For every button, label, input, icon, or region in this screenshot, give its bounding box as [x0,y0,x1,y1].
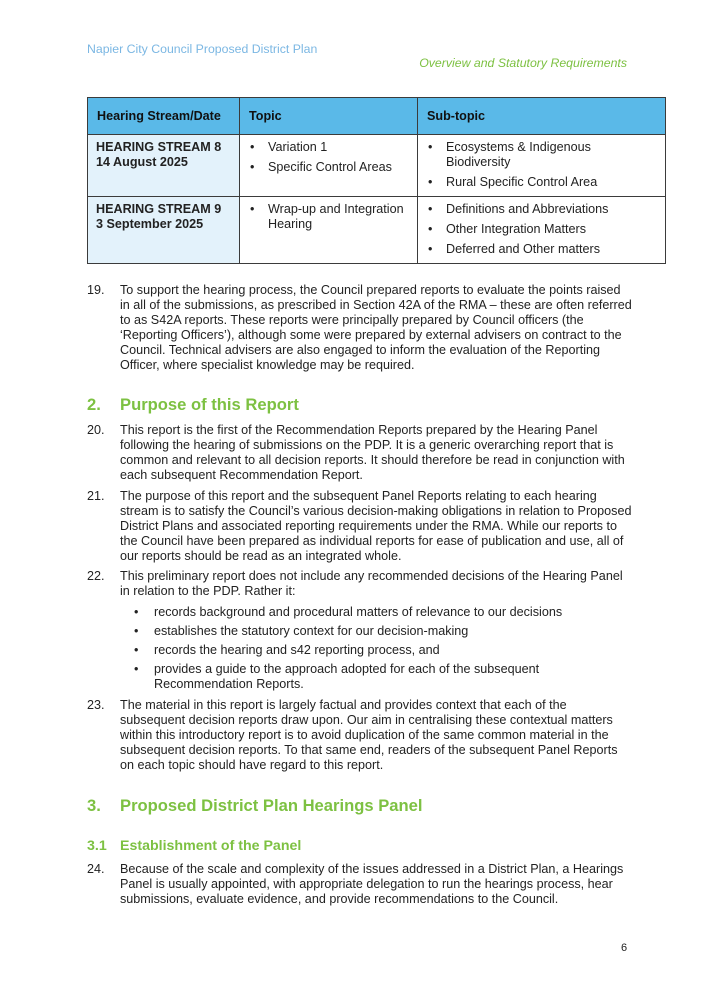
paragraph-number: 21. [87,489,105,503]
header-document-title: Napier City Council Proposed District Plan [87,42,318,56]
paragraph-22 [87,569,632,599]
stream-name: HEARING STREAM 9 [96,202,222,216]
paragraph-19 [87,283,632,373]
list-item: • establishes the statutory context for our decision-making [134,624,634,639]
paragraph-23 [87,698,632,773]
table-header-row [88,98,666,135]
paragraph-text: This report is the first of the Recommendation Reports prepared by the Hearing Panel following the hearing of submissions on the PDP. It is a generic overarching report that is common and relevant to all decision reports. It should therefore be read in conjunction with each subsequent Recommendation Report. [120,423,625,482]
header-section-title: Overview and Statutory Requirements [419,56,627,70]
column-header-stream: Hearing Stream/Date [88,98,240,135]
paragraph-text: Because of the scale and complexity of the issues addressed in a District Plan, a Hearings Panel is usually appointed, with appropriate delegation to run the hearings process, hear submissions, evaluate evidence, and provide recommendations to the Council. [120,862,624,906]
topic-item: • Specific Control Areas [248,160,409,175]
paragraph-number: 20. [87,423,105,437]
list-item: • records the hearing and s42 reporting process, and [134,643,634,658]
column-header-topic: Topic [240,98,418,135]
paragraph-text: The purpose of this report and the subsequent Panel Reports relating to each hearing stream is to satisfy the Council’s various decision-making obligations in relation to Proposed District Plans and associated reporting requirements under the RMA. While our reports to the Council have been prepared as individual reports for ease of publication and use, all of our reports should be read as an integrated whole. [120,489,632,563]
paragraph-20 [87,423,632,483]
paragraph-21 [87,489,632,564]
paragraph-number: 23. [87,698,105,712]
hearing-stream-table [87,97,666,264]
topic-item: • Variation 1 [248,140,409,155]
subsection-heading-3-1 [87,839,301,854]
subtopic-cell [418,135,666,197]
paragraph-text: The material in this report is largely factual and provides context that each of the subsequent decision reports draw upon. Our aim in centralising these contextual matters within this introductory report is to avoid duplication of the same common material in the subsequent decision reports. To that same end, readers of the subsequent Panel Reports on each topic should have regard to this report. [120,698,618,772]
subtopic-cell [418,197,666,264]
stream-cell [88,135,240,197]
subtopic-item: • Ecosystems & Indigenous Biodiversity [426,140,657,170]
table-row [88,135,666,197]
list-item: • provides a guide to the approach adopted for each of the subsequent Recommendation Reports. [134,662,634,692]
paragraph-number: 24. [87,862,105,876]
column-header-subtopic: Sub-topic [418,98,666,135]
section-title: Proposed District Plan Hearings Panel [120,796,423,815]
paragraph-number: 22. [87,569,105,583]
paragraph-number: 19. [87,283,105,297]
paragraph-text: To support the hearing process, the Council prepared reports to evaluate the points raised in all of the submissions, as prescribed in Section 42A of the RMA – these are often referred to as S42A reports. These reports were principally prepared by Council officers (the ‘Reporting Officers’), although some were prepared by external advisers on contract to the Council. Technical advisers are also engaged to inform the evaluation of the Reporting Officer, where specialist knowledge may be required. [120,283,632,372]
topic-cell [240,197,418,264]
stream-cell [88,197,240,264]
section-number: 2. [87,395,101,414]
subsection-title: Establishment of the Panel [120,838,302,854]
subtopic-item: • Rural Specific Control Area [426,175,657,190]
stream-name: HEARING STREAM 8 [96,140,222,154]
paragraph-22-bullets [134,605,634,696]
topic-item: • Wrap-up and Integration Hearing [248,202,409,232]
list-item: • records background and procedural matters of relevance to our decisions [134,605,634,620]
paragraph-text: This preliminary report does not include any recommended decisions of the Hearing Panel in relation to the PDP. Rather it: [120,569,623,598]
stream-date: 14 August 2025 [96,155,188,169]
page-number: 6 [621,942,628,954]
section-title: Purpose of this Report [120,395,299,414]
stream-date: 3 September 2025 [96,217,204,231]
section-heading-3 [87,798,422,813]
section-heading-2 [87,397,299,412]
section-number: 3. [87,796,101,815]
table-row [88,197,666,264]
subtopic-item: • Deferred and Other matters [426,242,657,257]
subsection-number: 3.1 [87,838,107,854]
subtopic-item: • Other Integration Matters [426,222,657,237]
paragraph-24 [87,862,632,907]
subtopic-item: • Definitions and Abbreviations [426,202,657,217]
topic-cell [240,135,418,197]
